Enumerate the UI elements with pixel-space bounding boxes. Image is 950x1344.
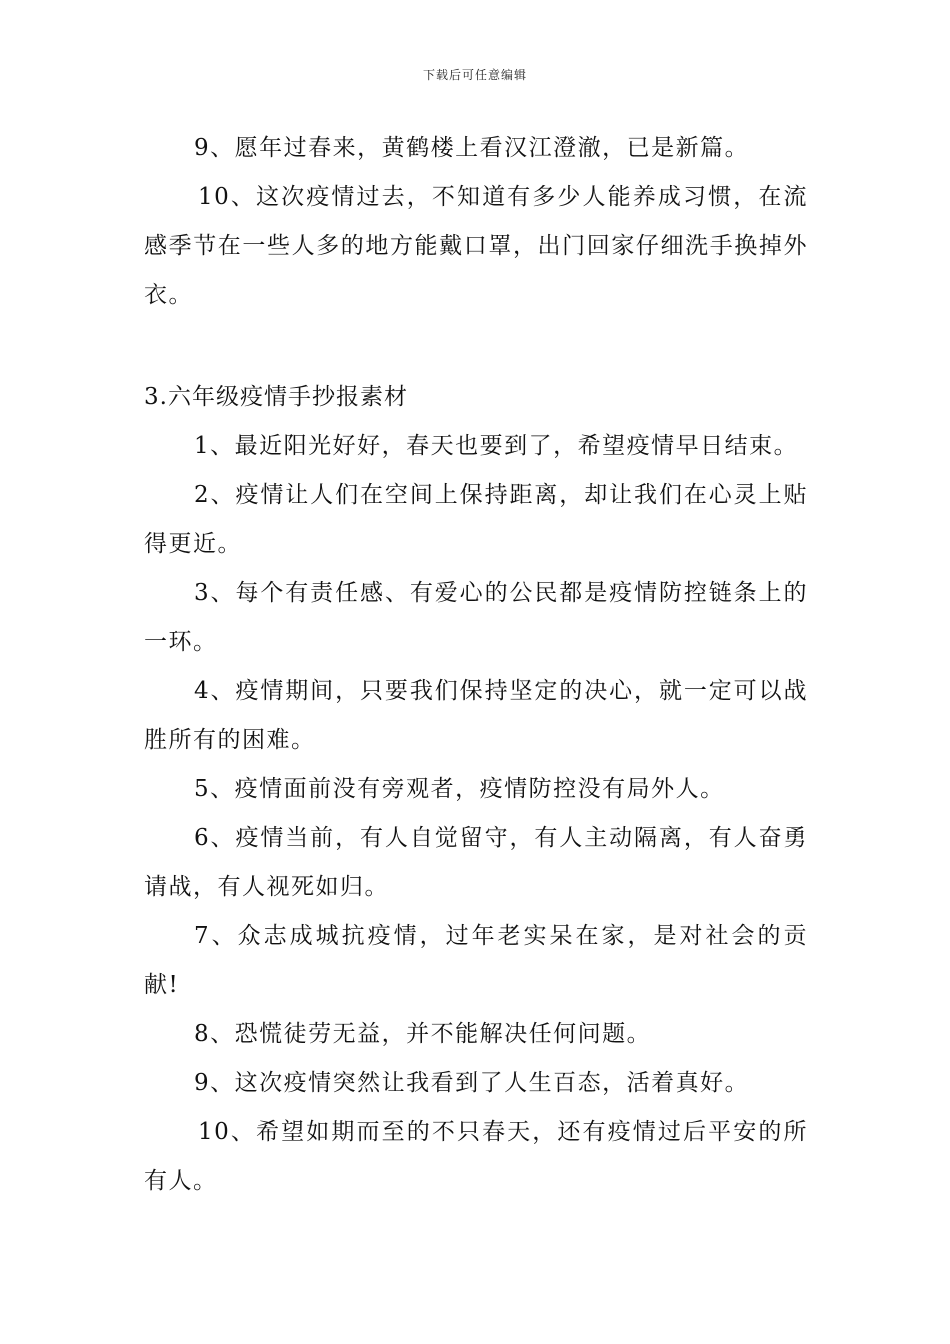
list-item: 3、每个有责任感、有爱心的公民都是疫情防控链条上的一环。 xyxy=(144,580,808,655)
page-header-note: 下载后可任意编辑 xyxy=(422,68,527,82)
list-item: 9、愿年过春来，黄鹤楼上看汉江澄澈，已是新篇。 xyxy=(194,135,750,161)
list-item: 10、这次疫情过去，不知道有多少人能养成习惯，在流感季节在一些人多的地方能戴口罩，出门回家仔细洗手换掉外衣。 xyxy=(144,184,808,308)
list-item: 4、疫情期间，只要我们保持坚定的决心，就一定可以战胜所有的困难。 xyxy=(144,678,808,753)
list-item: 5、疫情面前没有旁观者，疫情防控没有局外人。 xyxy=(194,776,725,802)
list-item: 2、疫情让人们在空间上保持距离，却让我们在心灵上贴得更近。 xyxy=(144,482,808,557)
list-item: 9、这次疫情突然让我看到了人生百态，活着真好。 xyxy=(194,1070,750,1096)
document-body xyxy=(144,124,808,1206)
list-item: 10、希望如期而至的不只春天，还有疫情过后平安的所有人。 xyxy=(144,1119,808,1194)
list-item: 1、最近阳光好好，春天也要到了，希望疫情早日结束。 xyxy=(194,433,799,459)
list-item: 7、众志成城抗疫情，过年老实呆在家，是对社会的贡献! xyxy=(144,923,808,998)
section-heading: 3.六年级疫情手抄报素材 xyxy=(144,384,408,410)
list-item: 8、恐慌徒劳无益，并不能解决任何问题。 xyxy=(194,1021,652,1047)
list-item: 6、疫情当前，有人自觉留守，有人主动隔离，有人奋勇请战，有人视死如归。 xyxy=(144,825,808,900)
